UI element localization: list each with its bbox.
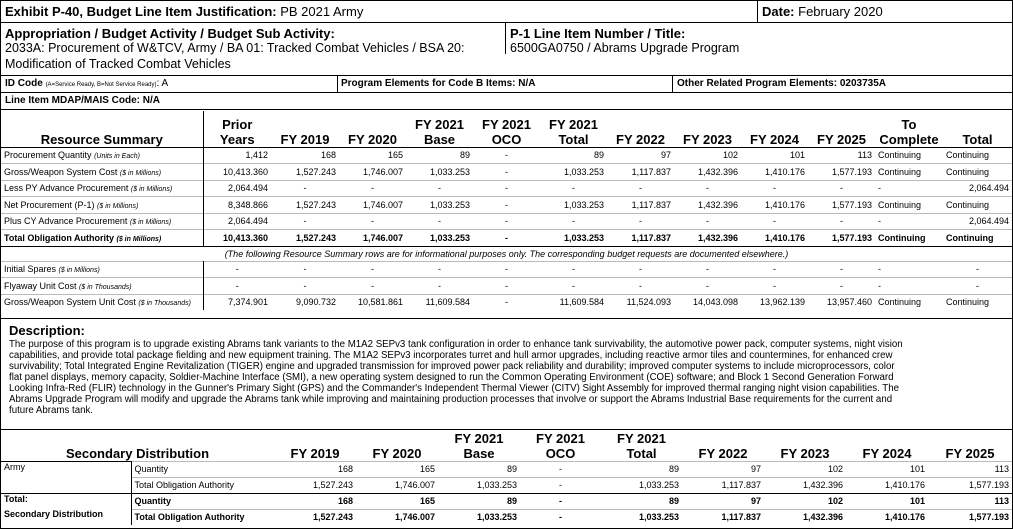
sd-col-header [438,429,520,461]
sd-col-header-line2: FY 2020 [372,445,422,461]
rs-info-cell: - [473,261,540,278]
sd-col-header [682,429,764,461]
rs-row-label [1,147,203,164]
rs-cell: 1,033.253 [406,164,473,181]
rs-info-cell: 7,374.901 [203,294,271,310]
sd-col-header-line1: FY 2021 [536,430,585,446]
sd-col-header [520,429,601,461]
rs-info-cell: - [741,261,808,278]
rs-cell: - [473,164,540,181]
sd-army-label: Army [4,461,25,472]
rs-cell: 10,413.360 [203,230,271,247]
rs-row [1,197,1012,214]
sd-cell: 101 [846,461,928,477]
rs-cell: - [473,197,540,214]
rs-col-header [203,111,271,147]
secondary-distribution-title: Secondary Distribution [65,445,210,461]
sd-total-label-1: Total: [4,493,28,504]
rs-row-label-text: Less PY Advance Procurement [4,183,129,194]
rs-cell: - [339,213,406,230]
rs-cell: 168 [271,147,339,164]
description-line: future Abrams tank. [9,405,93,416]
date [762,4,883,19]
id-code-row [1,76,1012,93]
rs-cell: - [473,213,540,230]
rs-cell: 1,117.837 [607,197,674,214]
rs-cell: 1,033.253 [406,197,473,214]
description-line: flat panel displays, memory capacity, Soldier-Machine Interface (SMI), a new operating system designed to run the Common Operating Environment (COE) software; and Block 1 Second Generation Forward [9,372,894,383]
rs-info-cell: - [339,278,406,295]
sd-cell: 168 [274,493,356,509]
rs-info-cell: 13,957.460 [808,294,875,310]
rs-info-cell: - [607,261,674,278]
sd-col-header [764,429,846,461]
rs-cell: 1,577.193 [808,164,875,181]
rs-info-cell: 14,043.098 [674,294,741,310]
sd-col-header-line2: FY 2024 [862,445,912,461]
rs-cell: 1,746.007 [339,230,406,247]
rs-info-cell: - [203,278,271,295]
rs-col-header-line2: Years [219,131,255,147]
description-line: Abrams Upgrade Program will modify and upgrade the Abrams tank while improving and maintaining production processes that involve or support the Abrams Industrial Base requirements for the current and [9,394,893,405]
rs-row-unit: ($ in Millions) [97,202,139,210]
rs-info-cell: 10,581.861 [339,294,406,310]
rs-cell: Continuing [943,230,1012,247]
rs-info-row-unit: ($ in Thousands) [138,300,191,308]
sd-col-header-line2: FY 2025 [945,445,995,461]
sd-cell: 1,117.837 [682,509,764,525]
rs-cell: - [271,213,339,230]
rs-info-row-label [1,278,203,295]
rs-cell: 1,527.243 [271,230,339,247]
sd-col-header-line2: FY 2023 [780,445,830,461]
rs-cell: - [540,180,607,197]
appropriation-row [1,23,1012,76]
rs-col-header [875,111,943,147]
rs-col-header-line2: Total [558,131,589,147]
sd-cell: 1,527.243 [274,477,356,493]
rs-cell: - [741,213,808,230]
rs-col-header-line2: FY 2024 [750,131,799,147]
rs-info-row [1,294,1012,310]
description-line: The purpose of this program is to upgrade existing Abrams tank variants to the M1A2 SEPv3 tank configuration in order to enhance tank survivability, the automotive power pack, computer systems, night vision [9,339,903,350]
rs-cell: 1,577.193 [808,230,875,247]
rs-info-row-label-text: Initial Spares [4,264,57,275]
rs-info-cell: - [406,261,473,278]
rs-cell: 113 [808,147,875,164]
rs-col-header-line2: OCO [491,131,522,147]
rs-info-cell: - [674,261,741,278]
rs-cell: 1,432.396 [674,230,741,247]
id-code-value: : A [156,78,169,89]
sd-col-header-line2: OCO [545,445,576,461]
rs-cell: 165 [339,147,406,164]
sd-row-group [1,493,131,509]
sd-cell: 113 [928,493,1012,509]
rs-cell: - [473,180,540,197]
sd-row-label: Quantity [131,461,274,477]
description-line: survivability; Total Integrated Engine Revitalization (TIGER) engine and upgraded transmission for improved power pack reliability and durability; improved computer systems to include microprocessors, color [9,361,895,372]
rs-cell: Continuing [943,164,1012,181]
appropriation-value-line1: 2033A: Procurement of W&TCV, Army / BA 01: Tracked Combat Vehicles / BSA 20: [5,41,465,55]
rs-info-cell: - [875,261,943,278]
sd-cell: 89 [601,493,682,509]
rs-row [1,180,1012,197]
rs-info-cell: - [674,278,741,295]
mdap-row [1,93,1012,110]
sd-col-header [846,429,928,461]
rs-cell: - [540,213,607,230]
sd-col-header [601,429,682,461]
rs-row-label [1,230,203,247]
rs-cell: Continuing [943,197,1012,214]
rs-info-cell: Continuing [875,294,943,310]
rs-col-header-line2: FY 2023 [683,131,732,147]
secondary-distribution-header [1,429,1012,461]
sd-col-header [274,429,356,461]
sd-row [1,477,1012,493]
exhibit-value: PB 2021 Army [280,4,364,19]
sd-col-header-line2: Base [463,445,495,461]
p1-value: 6500GA0750 / Abrams Upgrade Program [510,41,740,55]
sd-col-header-line1: FY 2021 [454,430,504,446]
rs-cell: 1,410.176 [741,230,808,247]
rs-row-unit: ($ in Millions) [129,219,172,227]
rs-info-cell: 11,524.093 [607,294,674,310]
rs-row-label [1,197,203,214]
rs-cell: - [808,180,875,197]
sd-cell: 168 [274,461,356,477]
rs-row [1,147,1012,164]
rs-info-row-label [1,261,203,278]
sd-cell: 89 [438,461,520,477]
sd-cell: 1,746.007 [356,509,438,525]
rs-cell: Continuing [875,164,943,181]
sd-row [1,509,1012,525]
sd-cell: 113 [928,461,1012,477]
rs-cell: 1,527.243 [271,197,339,214]
description-body [9,339,1009,416]
sd-row-group [1,461,131,477]
rs-col-header [674,111,741,147]
rs-info-cell: - [741,278,808,295]
secondary-distribution-table [1,429,1012,525]
sd-row [1,493,1012,509]
sd-col-header [356,429,438,461]
rs-cell: 1,033.253 [406,230,473,247]
description-line: capabilities, and provide total package fielding and new equipment training. The M1A2 SEPv3 incorporates turret and hull armor upgrades, including reactive armor tiles and countermines, for enhanced crew [9,350,893,361]
sd-cell: 1,033.253 [438,477,520,493]
sd-cell: 1,033.253 [438,509,520,525]
rs-col-header-line2: FY 2020 [348,131,397,147]
sd-row-label: Total Obligation Authority [131,477,274,493]
sd-row-group [1,477,131,493]
rs-row-unit: (Units in Each) [94,153,140,161]
rs-row-label-text: Procurement Quantity [4,150,92,161]
description-line: Looking Infra-Red (FLIR) technology in the Gunner's Primary Sight (GPS) and the Commander's Independent Thermal Viewer (CITV) Sight Assembly for improved thermal ranging night vision capabilities. The [9,383,899,394]
appropriation-label: Appropriation / Budget Activity / Budget Sub Activity: [5,26,335,41]
sd-total-label-2: Secondary Distribution [4,509,104,519]
rs-info-cell: - [540,278,607,295]
sd-row [1,461,1012,477]
rs-cell: - [607,213,674,230]
rs-info-cell: - [203,261,271,278]
rs-cell: Continuing [875,197,943,214]
rs-cell: - [339,180,406,197]
sd-cell: 1,577.193 [928,477,1012,493]
sd-row-group [1,509,131,525]
rs-col-header-line1: FY 2021 [482,116,531,132]
sd-cell: 1,033.253 [601,477,682,493]
rs-cell: 1,033.253 [540,230,607,247]
rs-cell: 1,746.007 [339,164,406,181]
rs-info-cell: - [943,278,1012,295]
rs-cell: 8,348.866 [203,197,271,214]
rs-info-cell: - [339,261,406,278]
sd-col-header-line2: FY 2022 [698,445,748,461]
rs-cell: 1,746.007 [339,197,406,214]
rs-col-header-line2: FY 2022 [616,131,665,147]
rs-cell: - [808,213,875,230]
exhibit-title [5,4,363,19]
rs-cell: 1,412 [203,147,271,164]
rs-row-label [1,164,203,181]
rs-info-cell: - [607,278,674,295]
rs-info-cell: - [875,278,943,295]
sd-cell: 1,117.837 [682,477,764,493]
rs-info-cell: - [271,261,339,278]
pe-code-b-text: Program Elements for Code B Items: N/A [341,78,536,89]
rs-cell: - [875,180,943,197]
p1-label: P-1 Line Item Number / Title: [510,26,686,41]
rs-cell: Continuing [875,230,943,247]
rs-cell: Continuing [943,147,1012,164]
rs-col-header [473,111,540,147]
resource-summary-body [1,147,1012,310]
rs-info-cell: - [808,261,875,278]
resource-summary-header [1,111,1012,147]
sd-cell: 1,033.253 [601,509,682,525]
rs-info-cell: Continuing [943,294,1012,310]
id-code-label: ID Code [5,78,43,89]
resource-summary-title: Resource Summary [1,111,203,147]
rs-row-label-text: Plus CY Advance Procurement [4,216,128,227]
rs-col-header [540,111,607,147]
sd-cell: 1,432.396 [764,477,846,493]
rs-info-row-label-text: Flyaway Unit Cost [4,280,77,291]
sd-cell: 165 [356,493,438,509]
secondary-distribution-body [1,461,1012,525]
description-section [1,318,1012,430]
date-label: Date: [762,4,795,19]
rs-cell: 1,410.176 [741,164,808,181]
rs-info-cell: - [271,278,339,295]
exhibit-header-row [1,1,1012,23]
rs-col-header-line2: FY 2025 [817,131,866,147]
rs-info-cell: - [540,261,607,278]
sd-row-label: Quantity [131,493,274,509]
rs-info-cell: 11,609.584 [540,294,607,310]
sd-cell: 97 [682,493,764,509]
rs-cell: 1,410.176 [741,197,808,214]
rs-cell: - [271,180,339,197]
rs-info-cell: 11,609.584 [406,294,473,310]
rs-col-header [741,111,808,147]
rs-info-cell: - [943,261,1012,278]
rs-cell: 1,577.193 [808,197,875,214]
sd-col-header-line1: FY 2021 [617,430,666,446]
sd-cell: 165 [356,461,438,477]
sd-cell: - [520,461,601,477]
rs-col-header [943,111,1012,147]
sd-col-header-line2: FY 2019 [290,445,340,461]
rs-info-cell: 13,962.139 [741,294,808,310]
rs-row [1,230,1012,247]
rs-cell: - [607,180,674,197]
rs-row-unit: ($ in Millions) [130,186,173,194]
id-code-note: (A=Service Ready, B=Not Service Ready) [45,82,157,88]
rs-info-row-label-text: Gross/Weapon System Unit Cost [4,297,136,308]
rs-cell: - [473,230,540,247]
sd-cell: 1,577.193 [928,509,1012,525]
rs-row-label-text: Total Obligation Authority [4,232,114,243]
rs-cell: - [406,180,473,197]
sd-cell: 1,410.176 [846,477,928,493]
rs-cell: - [875,213,943,230]
rs-col-header-line2: FY 2019 [280,131,330,147]
sd-cell: 1,410.176 [846,509,928,525]
rs-row-label [1,180,203,197]
rs-cell: 1,117.837 [607,164,674,181]
rs-cell: 89 [540,147,607,164]
rs-cell: 1,527.243 [271,164,339,181]
rs-cell: - [674,213,741,230]
rs-cell: - [406,213,473,230]
rs-cell: 10,413.360 [203,164,271,181]
rs-cell: 2,064.494 [943,213,1012,230]
sd-cell: 101 [846,493,928,509]
rs-info-note-row [1,246,1012,261]
rs-cell: 1,432.396 [674,164,741,181]
rs-info-note: (The following Resource Summary rows are for informational purposes only. The corresponding budget requests are documented elsewhere.) [1,246,1012,261]
sd-cell: 1,746.007 [356,477,438,493]
sd-cell: - [520,477,601,493]
rs-row-label-text: Gross/Weapon System Cost [4,166,118,177]
rs-col-header-line2: Complete [879,131,939,147]
pe-code-b [341,78,535,89]
sd-cell: 1,432.396 [764,509,846,525]
rs-cell: 2,064.494 [203,213,271,230]
rs-col-header [607,111,674,147]
rs-cell: 102 [674,147,741,164]
rs-col-header-line2: Base [423,131,456,147]
rs-cell: Continuing [875,147,943,164]
sd-cell: 89 [438,493,520,509]
mdap-code: Line Item MDAP/MAIS Code: N/A [5,95,161,106]
rs-info-row [1,261,1012,278]
rs-info-cell: - [473,294,540,310]
rs-cell: 97 [607,147,674,164]
sd-col-header-line2: Total [626,445,657,461]
rs-col-header [271,111,339,147]
rs-cell: 2,064.494 [943,180,1012,197]
sd-cell: 1,527.243 [274,509,356,525]
rs-cell: 1,117.837 [607,230,674,247]
rs-row-unit: ($ in Millions) [119,169,162,177]
description-title: Description: [9,323,85,338]
rs-info-cell: - [808,278,875,295]
rs-col-header [808,111,875,147]
resource-summary-table [1,111,1012,310]
rs-info-row-unit: ($ in Millions) [58,267,100,275]
rs-info-cell: - [473,278,540,295]
rs-info-cell: 9,090.732 [271,294,339,310]
date-value: February 2020 [798,4,883,19]
other-pe: Other Related Program Elements: 0203735A [677,78,886,89]
id-code [5,78,168,89]
rs-cell: - [741,180,808,197]
sd-cell: - [520,493,601,509]
sd-row-label: Total Obligation Authority [131,509,274,525]
rs-cell: 1,033.253 [540,197,607,214]
rs-row-unit: ($ in Millions) [116,235,162,243]
rs-cell: 101 [741,147,808,164]
rs-cell: 2,064.494 [203,180,271,197]
sd-cell: 97 [682,461,764,477]
rs-info-row-unit: ($ in Thousands) [79,283,132,291]
rs-cell: 1,432.396 [674,197,741,214]
rs-cell: - [473,147,540,164]
rs-col-header-line1: To [901,116,917,132]
sd-cell: 102 [764,461,846,477]
sd-cell: 102 [764,493,846,509]
sd-cell: - [520,509,601,525]
rs-col-header-line1: FY 2021 [415,116,464,132]
rs-cell: 89 [406,147,473,164]
rs-row [1,164,1012,181]
rs-row-label [1,213,203,230]
rs-col-header [406,111,473,147]
sd-col-header [928,429,1012,461]
rs-info-cell: - [406,278,473,295]
rs-col-header [339,111,406,147]
exhibit-label: Exhibit P-40, Budget Line Item Justification: [5,4,277,19]
rs-info-row [1,278,1012,295]
rs-col-header-line1: FY 2021 [549,116,598,132]
sd-cell: 89 [601,461,682,477]
rs-col-header-line2: Total [962,131,993,147]
rs-cell: 1,033.253 [540,164,607,181]
rs-row-label-text: Net Procurement (P-1) [4,199,95,210]
rs-col-header-line1: Prior [222,116,253,132]
rs-row [1,213,1012,230]
rs-cell: - [674,180,741,197]
rs-info-row-label [1,294,203,310]
appropriation-value-line2: Modification of Tracked Combat Vehicles [5,57,231,71]
